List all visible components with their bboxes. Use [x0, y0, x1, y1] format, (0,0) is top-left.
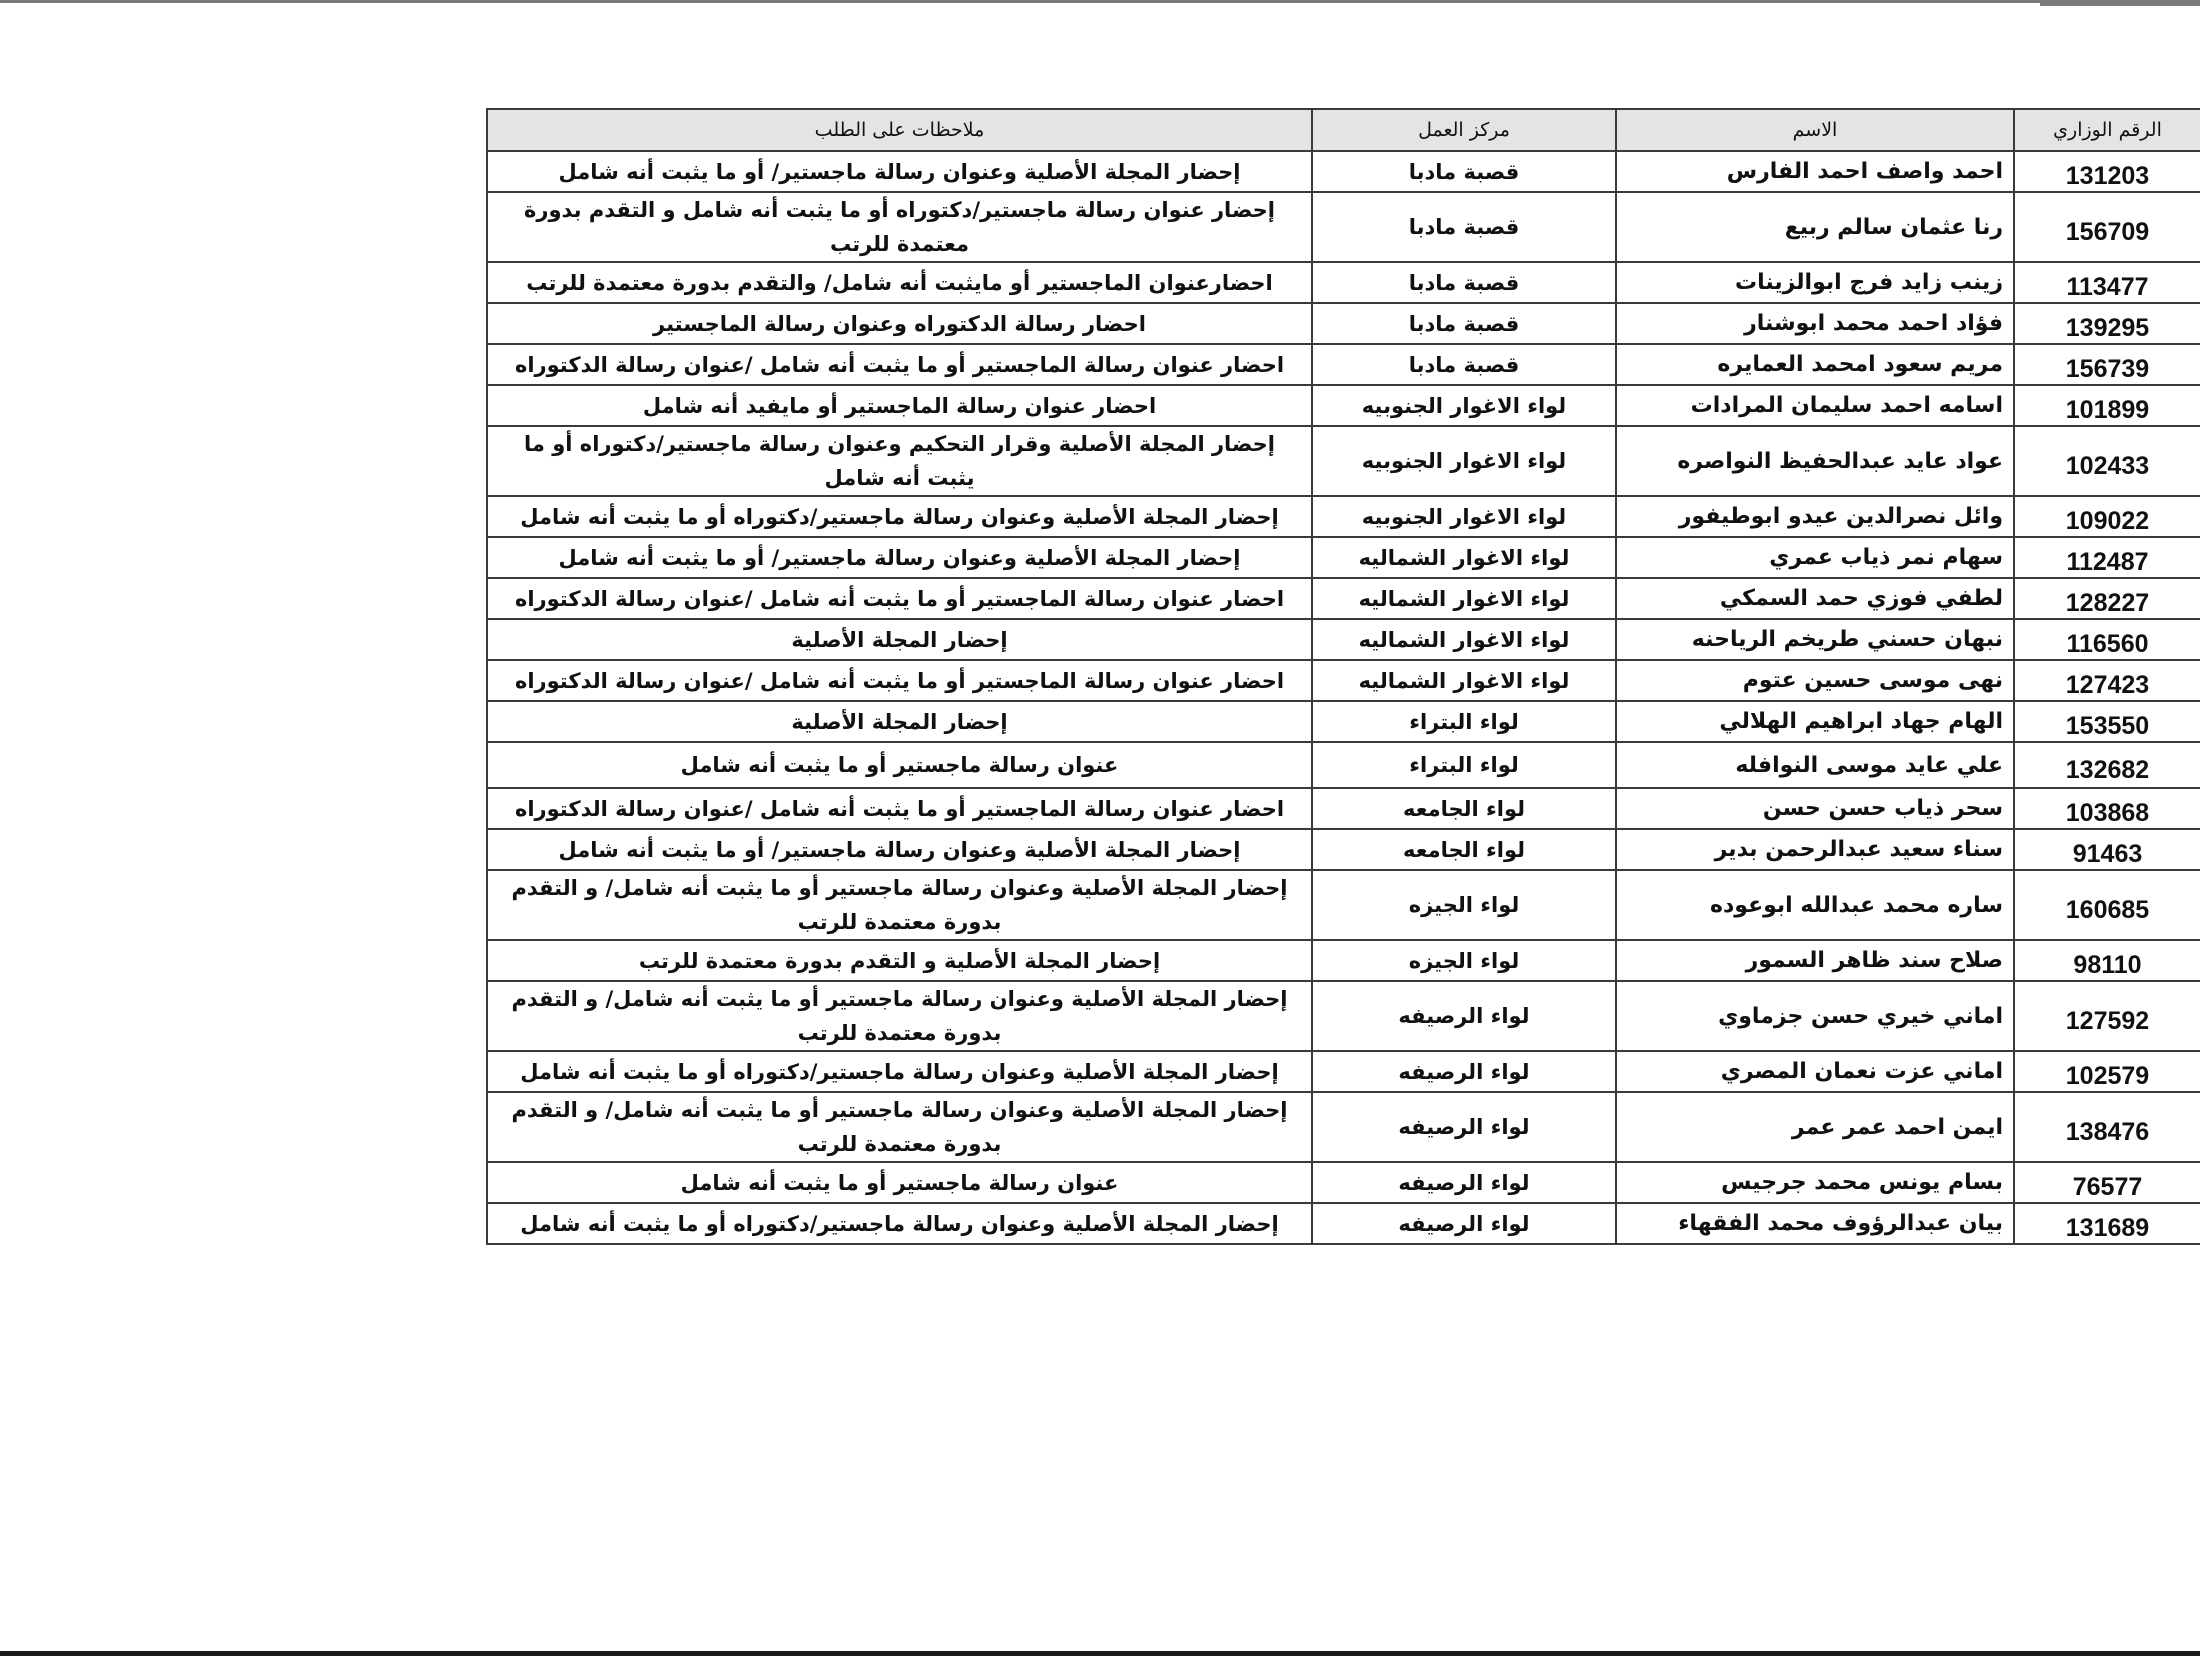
- cell-name: الهام جهاد ابراهيم الهلالي: [1616, 701, 2014, 742]
- table-row: [487, 940, 2200, 981]
- cell-number: 112487: [2014, 537, 2200, 578]
- cell-name: علي عايد موسى النوافله: [1616, 742, 2014, 788]
- cell-number: 156709: [2014, 192, 2200, 262]
- cell-name: ايمن احمد عمر عمر: [1616, 1092, 2014, 1162]
- table-row: [487, 701, 2200, 742]
- cell-number: 138476: [2014, 1092, 2200, 1162]
- cell-notes: احضار عنوان رسالة الماجستير أو ما يثبت أنه شامل /عنوان رسالة الدكتوراه: [487, 660, 1312, 701]
- cell-notes: احضار رسالة الدكتوراه وعنوان رسالة الماجستير: [487, 303, 1312, 344]
- cell-work-center: لواء الاغوار الشماليه: [1312, 578, 1616, 619]
- cell-number: 128227: [2014, 578, 2200, 619]
- cell-name: ساره محمد عبدالله ابوعوده: [1616, 870, 2014, 940]
- cell-name: سحر ذياب حسن حسن: [1616, 788, 2014, 829]
- cell-notes: عنوان رسالة ماجستير أو ما يثبت أنه شامل: [487, 1162, 1312, 1203]
- cell-name: بسام يونس محمد جرجيس: [1616, 1162, 2014, 1203]
- cell-work-center: لواء الجيزه: [1312, 870, 1616, 940]
- cell-notes: إحضار المجلة الأصلية وعنوان رسالة ماجستير/ أو ما يثبت أنه شامل: [487, 537, 1312, 578]
- cell-work-center: لواء الاغوار الجنوبيه: [1312, 426, 1616, 496]
- cell-notes: إحضار المجلة الأصلية وعنوان رسالة ماجستير أو ما يثبت أنه شامل/ و التقدم بدورة معتمدة للرتب: [487, 870, 1312, 940]
- cell-number: 101899: [2014, 385, 2200, 426]
- cell-notes: إحضار المجلة الأصلية وعنوان رسالة ماجستير/دكتوراه أو ما يثبت أنه شامل: [487, 1051, 1312, 1092]
- table-row: [487, 788, 2200, 829]
- table-row: [487, 192, 2200, 262]
- cell-work-center: لواء الجامعه: [1312, 829, 1616, 870]
- table-row: [487, 660, 2200, 701]
- cell-number: 160685: [2014, 870, 2200, 940]
- cell-number: 102433: [2014, 426, 2200, 496]
- cell-notes: إحضار عنوان رسالة ماجستير/دكتوراه أو ما يثبت أنه شامل و التقدم بدورة معتمدة للرتب: [487, 192, 1312, 262]
- cell-work-center: لواء الاغوار الشماليه: [1312, 619, 1616, 660]
- cell-work-center: لواء الاغوار الشماليه: [1312, 660, 1616, 701]
- table-row: [487, 496, 2200, 537]
- cell-number: 109022: [2014, 496, 2200, 537]
- cell-notes: احضار عنوان رسالة الماجستير أو ما يثبت أنه شامل /عنوان رسالة الدكتوراه: [487, 344, 1312, 385]
- cell-number: 132682: [2014, 742, 2200, 788]
- scan-top-edge: [0, 0, 2200, 3]
- cell-name: زينب زايد فرج ابوالزينات: [1616, 262, 2014, 303]
- cell-name: سهام نمر ذياب عمري: [1616, 537, 2014, 578]
- cell-notes: عنوان رسالة ماجستير أو ما يثبت أنه شامل: [487, 742, 1312, 788]
- header-name: الاسم: [1616, 109, 2014, 151]
- table-row: [487, 385, 2200, 426]
- cell-work-center: لواء الرصيفه: [1312, 1203, 1616, 1244]
- cell-number: 131689: [2014, 1203, 2200, 1244]
- table-row: [487, 981, 2200, 1051]
- cell-notes: إحضار المجلة الأصلية وعنوان رسالة ماجستير/دكتوراه أو ما يثبت أنه شامل: [487, 1203, 1312, 1244]
- table-row: [487, 426, 2200, 496]
- cell-work-center: لواء الرصيفه: [1312, 981, 1616, 1051]
- table-row: [487, 870, 2200, 940]
- table-row: [487, 619, 2200, 660]
- cell-number: 91463: [2014, 829, 2200, 870]
- cell-name: رنا عثمان سالم ربيع: [1616, 192, 2014, 262]
- table-row: [487, 537, 2200, 578]
- cell-work-center: قصبة مادبا: [1312, 303, 1616, 344]
- requests-table: [486, 108, 2200, 1245]
- cell-work-center: لواء البتراء: [1312, 701, 1616, 742]
- table-row: [487, 1162, 2200, 1203]
- cell-work-center: قصبة مادبا: [1312, 344, 1616, 385]
- cell-number: 116560: [2014, 619, 2200, 660]
- cell-work-center: لواء الجامعه: [1312, 788, 1616, 829]
- table-row: [487, 829, 2200, 870]
- cell-notes: احضار عنوان رسالة الماجستير أو مايفيد أنه شامل: [487, 385, 1312, 426]
- cell-name: اسامه احمد سليمان المرادات: [1616, 385, 2014, 426]
- scan-bottom-edge: [0, 1651, 2200, 1656]
- cell-name: نبهان حسني طريخم الرياحنه: [1616, 619, 2014, 660]
- cell-notes: إحضار المجلة الأصلية وقرار التحكيم وعنوان رسالة ماجستير/دكتوراه أو ما يثبت أنه شامل: [487, 426, 1312, 496]
- cell-name: وائل نصرالدين عيدو ابوطيفور: [1616, 496, 2014, 537]
- cell-notes: إحضار المجلة الأصلية وعنوان رسالة ماجستير/ أو ما يثبت أنه شامل: [487, 151, 1312, 192]
- table-row: [487, 344, 2200, 385]
- cell-number: 139295: [2014, 303, 2200, 344]
- cell-number: 127423: [2014, 660, 2200, 701]
- cell-work-center: لواء الرصيفه: [1312, 1051, 1616, 1092]
- cell-name: احمد واصف احمد الفارس: [1616, 151, 2014, 192]
- cell-number: 127592: [2014, 981, 2200, 1051]
- cell-name: لطفي فوزي حمد السمكي: [1616, 578, 2014, 619]
- cell-name: مريم سعود امحمد العمايره: [1616, 344, 2014, 385]
- cell-work-center: لواء الرصيفه: [1312, 1162, 1616, 1203]
- cell-work-center: لواء الاغوار الجنوبيه: [1312, 385, 1616, 426]
- cell-notes: إحضار المجلة الأصلية وعنوان رسالة ماجستير/ أو ما يثبت أنه شامل: [487, 829, 1312, 870]
- cell-number: 153550: [2014, 701, 2200, 742]
- cell-name: فؤاد احمد محمد ابوشنار: [1616, 303, 2014, 344]
- cell-number: 98110: [2014, 940, 2200, 981]
- cell-work-center: لواء الاغوار الجنوبيه: [1312, 496, 1616, 537]
- cell-work-center: لواء الجيزه: [1312, 940, 1616, 981]
- cell-name: اماني عزت نعمان المصري: [1616, 1051, 2014, 1092]
- table-row: [487, 578, 2200, 619]
- cell-number: 76577: [2014, 1162, 2200, 1203]
- table-header-row: [487, 109, 2200, 151]
- cell-work-center: قصبة مادبا: [1312, 192, 1616, 262]
- cell-name: اماني خيري حسن جزماوي: [1616, 981, 2014, 1051]
- cell-name: سناء سعيد عبدالرحمن بدير: [1616, 829, 2014, 870]
- table-row: [487, 151, 2200, 192]
- header-work-center: مركز العمل: [1312, 109, 1616, 151]
- cell-number: 103868: [2014, 788, 2200, 829]
- cell-notes: احضار عنوان رسالة الماجستير أو ما يثبت أنه شامل /عنوان رسالة الدكتوراه: [487, 578, 1312, 619]
- cell-number: 156739: [2014, 344, 2200, 385]
- cell-number: 113477: [2014, 262, 2200, 303]
- cell-name: بيان عبدالرؤوف محمد الفقهاء: [1616, 1203, 2014, 1244]
- cell-work-center: قصبة مادبا: [1312, 151, 1616, 192]
- cell-number: 131203: [2014, 151, 2200, 192]
- table-body: [487, 151, 2200, 1244]
- header-number: الرقم الوزاري: [2014, 109, 2200, 151]
- cell-notes: إحضار المجلة الأصلية: [487, 701, 1312, 742]
- table-row: [487, 1203, 2200, 1244]
- cell-name: عواد عايد عبدالحفيظ النواصره: [1616, 426, 2014, 496]
- cell-notes: احضار عنوان رسالة الماجستير أو ما يثبت أنه شامل /عنوان رسالة الدكتوراه: [487, 788, 1312, 829]
- document-sheet: [486, 108, 2200, 1245]
- header-notes: ملاحظات على الطلب: [487, 109, 1312, 151]
- cell-notes: إحضار المجلة الأصلية وعنوان رسالة ماجستير/دكتوراه أو ما يثبت أنه شامل: [487, 496, 1312, 537]
- cell-work-center: لواء البتراء: [1312, 742, 1616, 788]
- cell-name: صلاح سند ظاهر السمور: [1616, 940, 2014, 981]
- cell-name: نهى موسى حسين عتوم: [1616, 660, 2014, 701]
- cell-notes: إحضار المجلة الأصلية وعنوان رسالة ماجستير أو ما يثبت أنه شامل/ و التقدم بدورة معتمدة للرتب: [487, 1092, 1312, 1162]
- table-row: [487, 262, 2200, 303]
- cell-notes: إحضار المجلة الأصلية: [487, 619, 1312, 660]
- cell-work-center: لواء الرصيفه: [1312, 1092, 1616, 1162]
- table-row: [487, 742, 2200, 788]
- table-row: [487, 1092, 2200, 1162]
- table-row: [487, 1051, 2200, 1092]
- cell-notes: احضارعنوان الماجستير أو مايثبت أنه شامل/ والتقدم بدورة معتمدة للرتب: [487, 262, 1312, 303]
- cell-number: 102579: [2014, 1051, 2200, 1092]
- cell-work-center: لواء الاغوار الشماليه: [1312, 537, 1616, 578]
- cell-notes: إحضار المجلة الأصلية و التقدم بدورة معتمدة للرتب: [487, 940, 1312, 981]
- table-row: [487, 303, 2200, 344]
- cell-notes: إحضار المجلة الأصلية وعنوان رسالة ماجستير أو ما يثبت أنه شامل/ و التقدم بدورة معتمدة للرتب: [487, 981, 1312, 1051]
- cell-work-center: قصبة مادبا: [1312, 262, 1616, 303]
